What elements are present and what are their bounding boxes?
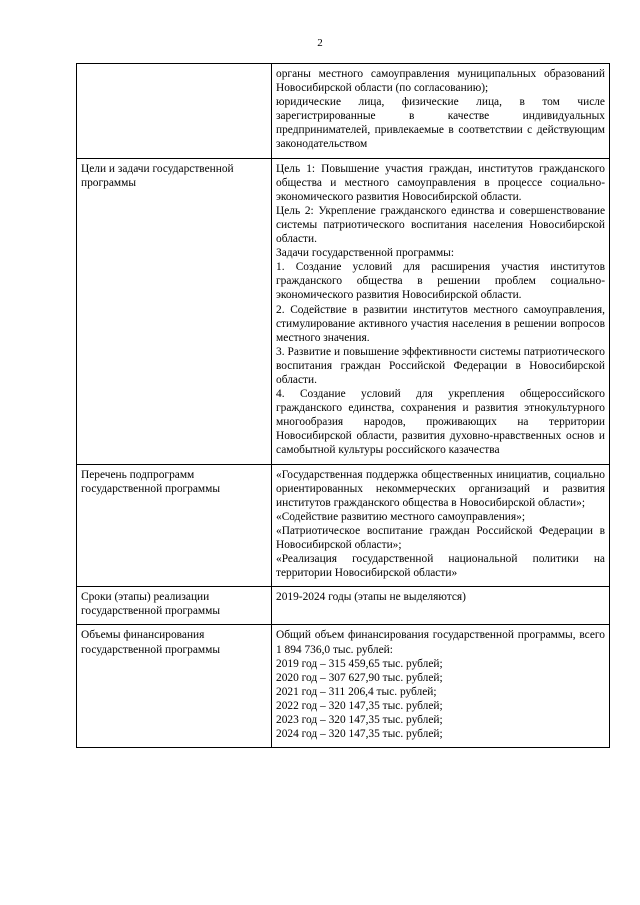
table-row bbox=[77, 158, 610, 464]
funding-year: 2022 год – 320 147,35 тыс. рублей; bbox=[276, 699, 443, 712]
subprogram-item: «Содействие развитию местного самоуправления»; bbox=[276, 510, 525, 523]
row-value-funding bbox=[272, 625, 610, 748]
funding-year: 2021 год – 311 206,4 тыс. рублей; bbox=[276, 685, 437, 698]
goal-1: Цель 1: Повышение участия граждан, институтов гражданского общества и местного самоуправления в процессе социально-экономического развития Новосибирской области. bbox=[276, 162, 605, 203]
task-4: 4. Создание условий для укрепления общероссийского гражданского единства, сохранения и развития этнокультурного многообразия народов, проживающих на территории Новосибирской области, развития духовно-нравственных основ и самобытной культуры российского казачества bbox=[276, 388, 605, 457]
table-row bbox=[77, 64, 610, 159]
subprogram-item: «Патриотическое воспитание граждан Российской Федерации в Новосибирской области»; bbox=[276, 524, 605, 551]
row-value-terms bbox=[272, 587, 610, 625]
program-passport-table bbox=[76, 63, 610, 748]
row-value bbox=[272, 64, 610, 159]
tasks-heading: Задачи государственной программы: bbox=[276, 247, 454, 260]
row-value-subprograms bbox=[272, 464, 610, 587]
row-label-goals: Цели и задачи государственной программы bbox=[77, 158, 272, 464]
value-line: органы местного самоуправления муниципальных образований Новосибирской области (по согласованию); bbox=[276, 68, 605, 95]
table-row bbox=[77, 464, 610, 587]
funding-year: 2020 год – 307 627,90 тыс. рублей; bbox=[276, 671, 443, 684]
row-label-terms: Сроки (этапы) реализации государственной программы bbox=[77, 587, 272, 625]
funding-year: 2023 год – 320 147,35 тыс. рублей; bbox=[276, 714, 443, 727]
funding-year: 2019 год – 315 459,65 тыс. рублей; bbox=[276, 657, 443, 670]
row-value-goals bbox=[272, 158, 610, 464]
row-label-funding: Объемы финансирования государственной программы bbox=[77, 625, 272, 748]
table-row bbox=[77, 587, 610, 625]
terms-value: 2019-2024 годы (этапы не выделяются) bbox=[276, 591, 466, 604]
table-row bbox=[77, 625, 610, 748]
task-1: 1. Создание условий для расширения участия институтов гражданского общества в решении проблем социально-экономического развития Новосибирской области. bbox=[276, 261, 605, 302]
goal-2: Цель 2: Укрепление гражданского единства и совершенствование системы патриотического воспитания населения Новосибирской области. bbox=[276, 204, 605, 246]
funding-total: Общий объем финансирования государственной программы, всего 1 894 736,0 тыс. рублей: bbox=[276, 629, 605, 656]
funding-year: 2024 год – 320 147,35 тыс. рублей; bbox=[276, 728, 443, 741]
task-3: 3. Развитие и повышение эффективности системы патриотического воспитания граждан Российской Федерации в Новосибирской области. bbox=[276, 345, 605, 386]
subprogram-item: «Государственная поддержка общественных инициатив, социально ориентированных некоммерческих организаций и развития институтов гражданского общества в Новосибирской области»; bbox=[276, 468, 605, 509]
row-label-subprograms: Перечень подпрограмм государственной программы bbox=[77, 464, 272, 587]
task-2: 2. Содействие в развитии институтов местного самоуправления, стимулирование активного участия населения в решении вопросов местного значения. bbox=[276, 303, 605, 344]
subprogram-item: «Реализация государственной национальной политики на территории Новосибирской области» bbox=[276, 553, 605, 580]
page-number: 2 bbox=[317, 37, 323, 49]
row-label bbox=[77, 64, 272, 159]
value-line: юридические лица, физические лица, в том числе зарегистрированные в качестве индивидуальных предпринимателей, привлекаемые в соответствии с действующим законодательством bbox=[276, 96, 605, 151]
